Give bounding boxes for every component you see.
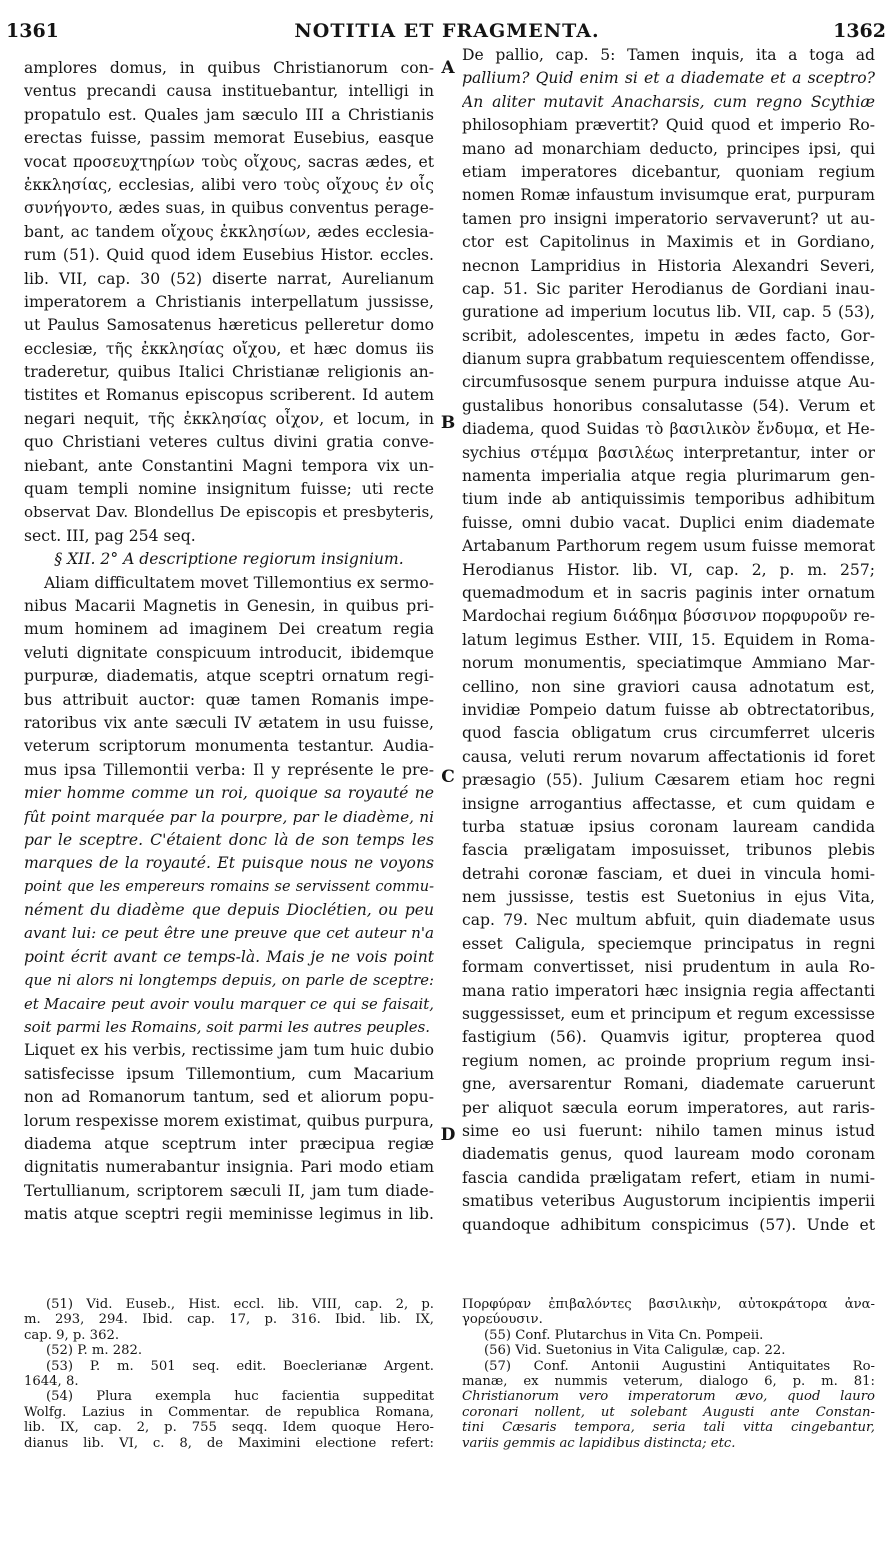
footnote-line: coronari nollent, ut solebant Augusti ante Constan- bbox=[462, 1404, 875, 1420]
text-line: Liquet ex his verbis, rectissime jam tum huic dubio bbox=[24, 1041, 434, 1060]
text-line: purpuræ, diadematis, atque sceptri ornatum regi- bbox=[24, 667, 434, 686]
text-line: philosophiam prævertit? Quid quod et imperio Ro- bbox=[462, 116, 875, 135]
text-line: mier homme comme un roi, quoique sa royauté ne bbox=[24, 784, 434, 803]
text-line: niebant, ante Constantini Magni tempora vix un- bbox=[24, 456, 434, 475]
text-line: tistites et Romanus episcopus scriberent. Id autem bbox=[24, 386, 434, 405]
footnote-line: m. 293, 294. Ibid. cap. 17, p. 316. Ibid. lib. IX, bbox=[24, 1312, 434, 1328]
text-line: Tertullianum, scriptorem sæculi II, jam tum diade- bbox=[24, 1181, 434, 1200]
text-line: præsagio (55). Julium Cæsarem etiam hoc regni bbox=[462, 771, 875, 790]
text-line: diadema atque sceptrum inter præcipua regiæ bbox=[24, 1134, 434, 1153]
text-line: satisfecisse ipsum Tillemontium, cum Macarium bbox=[24, 1064, 434, 1083]
text-line: bus attribuit auctor: quæ tamen Romanis impe- bbox=[24, 690, 434, 709]
footnote-line: (52) P. m. 282. bbox=[46, 1343, 143, 1359]
text-line: par le sceptre. C'étaient donc là de son temps les bbox=[24, 830, 434, 849]
text-line: vocat προσευχτηρίων τοὺς οἴχους, sacras ædes, et bbox=[24, 152, 434, 171]
margin-marker-c: C bbox=[441, 767, 455, 787]
text-line: συνήγοντο, ædes suas, in quibus conventus perage- bbox=[24, 199, 434, 218]
footnote-line: γορεύουσιν. bbox=[462, 1312, 543, 1328]
text-line: quandoque adhibitum conspicimus (57). Unde et bbox=[462, 1215, 875, 1234]
text-line: mano ad monarchiam deducto, principes ipsi, qui bbox=[462, 139, 875, 158]
text-line: quo Christiani veteres cultus divini gratia conve- bbox=[24, 433, 434, 452]
text-line: nomen Romæ infaustum invisumque erat, purpuram bbox=[462, 186, 875, 205]
text-line: fuisse, omni dubio vacat. Duplici enim diademate bbox=[462, 513, 875, 532]
text-line: smatibus veteribus Augustorum incipientis imperii bbox=[462, 1192, 875, 1211]
text-line: sychius στέμμα βασιλέως interpretantur, inter or bbox=[462, 443, 875, 462]
text-line: matis atque sceptri regii meminisse legimus in lib. bbox=[24, 1205, 434, 1224]
running-header-title: NOTITIA ET FRAGMENTA. bbox=[294, 20, 600, 42]
text-line: observat Dav. Blondellus De episcopis et presbyteris, bbox=[24, 503, 434, 522]
text-line: non ad Romanorum tantum, sed et aliorum popu- bbox=[24, 1088, 434, 1107]
text-line: Artabanum Parthorum regem usum fuisse memorat bbox=[462, 537, 875, 556]
text-line: cap. 51. Sic pariter Herodianus de Gordiani inau- bbox=[462, 279, 875, 298]
footnote-line: (55) Conf. Plutarchus in Vita Cn. Pompeii. bbox=[484, 1327, 764, 1343]
footnote-line: lib. IX, cap. 2, p. 755 seqq. Idem quoque Hero- bbox=[24, 1420, 434, 1436]
text-line: tium inde ab antiquissimis temporibus adhibitum bbox=[462, 490, 875, 509]
text-line: cap. 79. Nec multum abfuit, quin diademate usus bbox=[462, 911, 875, 930]
text-line: imperatorem a Christianis interpellatum jussisse, bbox=[24, 292, 434, 311]
section-heading: § XII. 2° A descriptione regiorum insignium. bbox=[54, 550, 404, 569]
text-line: necnon Lampridius in Historia Alexandri Severi, bbox=[462, 256, 875, 275]
text-line: veluti dignitate conspicuum introducit, ibidemque bbox=[24, 643, 434, 662]
text-line: formam convertisset, nisi prudentum in aula Ro- bbox=[462, 958, 875, 977]
footnote-line: (56) Vid. Suetonius in Vita Caligulæ, cap. 22. bbox=[484, 1343, 786, 1359]
text-line: An aliter mutavit Anacharsis, cum regno Scythiæ bbox=[462, 92, 875, 111]
text-line: quod fascia obligatum crus circumferret ulceris bbox=[462, 724, 875, 743]
text-line: Aliam difficultatem movet Tillemontius ex sermo- bbox=[44, 573, 434, 592]
text-line: Herodianus Histor. lib. VI, cap. 2, p. m. 257; bbox=[462, 560, 875, 579]
text-line: sime eo usi fuerunt: nihilo tamen minus istud bbox=[462, 1121, 875, 1140]
text-line: fût point marquée par la pourpre, par le diadème, ni bbox=[24, 807, 434, 826]
text-line: rum (51). Quid quod idem Eusebius Histor. eccles. bbox=[24, 246, 434, 265]
text-line: ut Paulus Samosatenus hæreticus pelleretur domo bbox=[24, 316, 434, 335]
text-line: veterum scriptorum monumenta testantur. Audia- bbox=[24, 737, 434, 756]
text-line: esset Caligula, speciemque principatus in regni bbox=[462, 934, 875, 953]
margin-marker-b: B bbox=[440, 413, 456, 433]
text-line: quemadmodum et in sacris paginis inter ornatum bbox=[462, 583, 875, 602]
text-line: point écrit avant ce temps-là. Mais je ne vois point bbox=[24, 947, 434, 966]
text-line: gne, aversarentur Romani, diademate caruerunt bbox=[462, 1075, 875, 1094]
text-line: negari nequit, τῆς ἐκκλησίας οἶχον, et locum, in bbox=[24, 409, 434, 428]
text-line: fascia præligatam imposuisset, tribunos plebis bbox=[462, 841, 875, 860]
footnote-line: Πορφύραν ἐπιβαλόντες βασιλικὴν, αὐτοκράτορα ἀνα- bbox=[462, 1297, 875, 1312]
text-line: nibus Macarii Magnetis in Genesin, in quibus pri- bbox=[24, 596, 434, 615]
text-line: turba statuæ ipsius coronam lauream candida bbox=[462, 817, 875, 836]
left-page-number: 1361 bbox=[6, 20, 59, 42]
right-text-column bbox=[462, 44, 875, 1237]
text-line: norum monumentis, speciatimque Ammiano Mar- bbox=[462, 654, 875, 673]
text-line: mus ipsa Tillemontii verba: Il y représente le pre- bbox=[24, 760, 434, 779]
text-line: lib. VII, cap. 30 (52) diserte narrat, Aurelianum bbox=[24, 269, 434, 288]
text-line: circumfusosque senem purpura induisse atque Au- bbox=[462, 373, 875, 392]
text-line: per aliquot sæcula eorum imperatores, aut raris- bbox=[462, 1098, 875, 1117]
text-line: nément du diadème que depuis Dioclétien, ou peu bbox=[24, 901, 434, 920]
footnote-line: tini Cæsaris tempora, seria tali vitta cingebantur, bbox=[462, 1420, 875, 1436]
text-line: ctor est Capitolinus in Maximis et in Gordiano, bbox=[462, 233, 875, 252]
footnote-line: (53) P. m. 501 seq. edit. Boeclerianæ Argent. bbox=[46, 1358, 434, 1374]
margin-marker-a: A bbox=[441, 58, 455, 78]
text-line: lorum respexisse morem existimat, quibus purpura, bbox=[24, 1111, 434, 1130]
text-line: suggessisset, eum et principum et regum excessisse bbox=[462, 1005, 875, 1024]
text-line: fascia candida præligatam refert, etiam in numi- bbox=[462, 1168, 875, 1187]
text-line: ἐκκλησίας, ecclesias, alibi vero τοὺς οἴχους ἐν οἷς bbox=[24, 175, 434, 194]
text-line: pallium? Quid enim si et a diademate et a sceptro? bbox=[462, 69, 875, 88]
text-line: marques de la royauté. Et puisque nous ne voyons bbox=[24, 854, 434, 873]
text-line: De pallio, cap. 5: Tamen inquis, ita a toga ad bbox=[462, 46, 875, 64]
text-line: dignitatis numerabantur insignia. Pari modo etiam bbox=[24, 1158, 434, 1177]
text-line: Mardochai regium διάδημα βύσσινον πορφυροῦν re- bbox=[462, 607, 875, 626]
text-line: amplores domus, in quibus Christianorum con- bbox=[24, 59, 434, 77]
text-line: latum legimus Esther. VIII, 15. Equidem in Roma- bbox=[462, 630, 875, 649]
text-line: detrahi coronæ fasciam, et duei in vincula homi- bbox=[462, 864, 875, 883]
text-line: ecclesiæ, τῆς ἐκκλησίας οἴχου, et hæc domus iis bbox=[24, 339, 434, 358]
text-line: quam templi nomine insignitum fuisse; uti recte bbox=[24, 480, 434, 499]
text-line: diadematis genus, quod lauream modo coronam bbox=[462, 1145, 875, 1164]
footnote-line: manæ, ex nummis veterum, dialogo 6, p. m. 81: bbox=[462, 1373, 875, 1389]
text-line: que ni alors ni longtemps depuis, on parle de sceptre: bbox=[24, 972, 434, 990]
text-line: mana ratio imperatori hæc insignia regia affectanti bbox=[462, 981, 875, 1000]
text-line: tamen pro insigni imperatorio servaverunt? ut au- bbox=[462, 209, 875, 228]
footnote-line: cap. 9, p. 362. bbox=[24, 1327, 120, 1343]
text-line: sect. III, pag 254 seq. bbox=[24, 526, 196, 545]
text-line: namenta imperialia atque regia plurimarum gen- bbox=[462, 467, 875, 486]
footnotes-right bbox=[462, 1297, 875, 1451]
footnotes-left bbox=[24, 1297, 434, 1451]
text-line: traderetur, quibus Italici Christianæ religionis an- bbox=[24, 363, 434, 382]
text-line: diadema, quod Suidas τὸ βασιλικὸν ἔνδυμα, et He- bbox=[462, 420, 875, 439]
text-line: invidiæ Pompeio datum fuisse ab obtrectatoribus, bbox=[462, 700, 875, 719]
footnote-line: (51) Vid. Euseb., Hist. eccl. lib. VIII, cap. 2, p. bbox=[46, 1297, 434, 1312]
footnote-line: (54) Plura exempla huc facientia suppeditat bbox=[46, 1389, 434, 1405]
text-line: propatulo est. Quales jam sæculo III a Christianis bbox=[24, 105, 434, 124]
margin-marker-d: D bbox=[440, 1125, 456, 1145]
footnote-line: Wolfg. Lazius in Commentar. de republica Romana, bbox=[24, 1404, 434, 1420]
text-line: erectas fuisse, passim memorat Eusebius, easque bbox=[24, 129, 434, 148]
footnote-line: variis gemmis ac lapidibus distincta; etc. bbox=[462, 1435, 736, 1451]
text-line: et Macaire peut avoir voulu marquer ce qui se faisait, bbox=[24, 994, 434, 1013]
text-line: causa, veluti rerum novarum affectationis id foret bbox=[462, 747, 875, 766]
text-line: point que les empereurs romains se servissent commu- bbox=[24, 878, 434, 895]
right-page-number: 1362 bbox=[833, 20, 886, 42]
text-line: mum hominem ad imaginem Dei creatum regia bbox=[24, 620, 434, 639]
text-line: bant, ac tandem οἴχους ἐκκλησίων, ædes ecclesia- bbox=[24, 222, 434, 241]
text-line: ventus precandi causa instituebantur, intelligi in bbox=[24, 82, 434, 101]
text-line: cellino, non sine graviori causa adnotatum est, bbox=[462, 677, 875, 696]
text-line: soit parmi les Romains, soit parmi les autres peuples. bbox=[24, 1018, 431, 1037]
footnote-line: (57) Conf. Antonii Augustini Antiquitates Ro- bbox=[484, 1358, 875, 1374]
text-line: fastigium (56). Quamvis igitur, propterea quod bbox=[462, 1028, 875, 1047]
footnote-line: Christianorum vero imperatorum ævo, quod lauro bbox=[462, 1389, 875, 1405]
text-line: scribit, adolescentes, impetu in ædes facto, Gor- bbox=[462, 326, 875, 345]
text-line: gustalibus honoribus consalutasse (54). Verum et bbox=[462, 396, 875, 415]
text-line: guratione ad imperium locutus lib. VII, cap. 5 (53), bbox=[462, 303, 875, 322]
footnote-line: dianus lib. VI, c. 8, de Maximini electione refert: bbox=[24, 1435, 434, 1451]
text-line: etiam imperatores dicebantur, quoniam regium bbox=[462, 162, 875, 181]
footnote-line: 1644, 8. bbox=[24, 1373, 79, 1389]
text-line: avant lui: ce peut être une preuve que cet auteur n'a bbox=[24, 924, 434, 943]
text-line: nem jussisse, testis est Suetonius in ejus Vita, bbox=[462, 888, 875, 907]
text-line: regium nomen, ac proinde proprium regum insi- bbox=[462, 1051, 875, 1070]
text-line: insigne arrogantius affectasse, et cum quidam e bbox=[462, 794, 875, 813]
left-text-column bbox=[24, 57, 434, 1227]
text-line: dianum supra grabbatum requiescentem offendisse, bbox=[462, 350, 875, 369]
text-line: ratoribus vix ante sæculi IV ætatem in usu fuisse, bbox=[24, 713, 434, 732]
